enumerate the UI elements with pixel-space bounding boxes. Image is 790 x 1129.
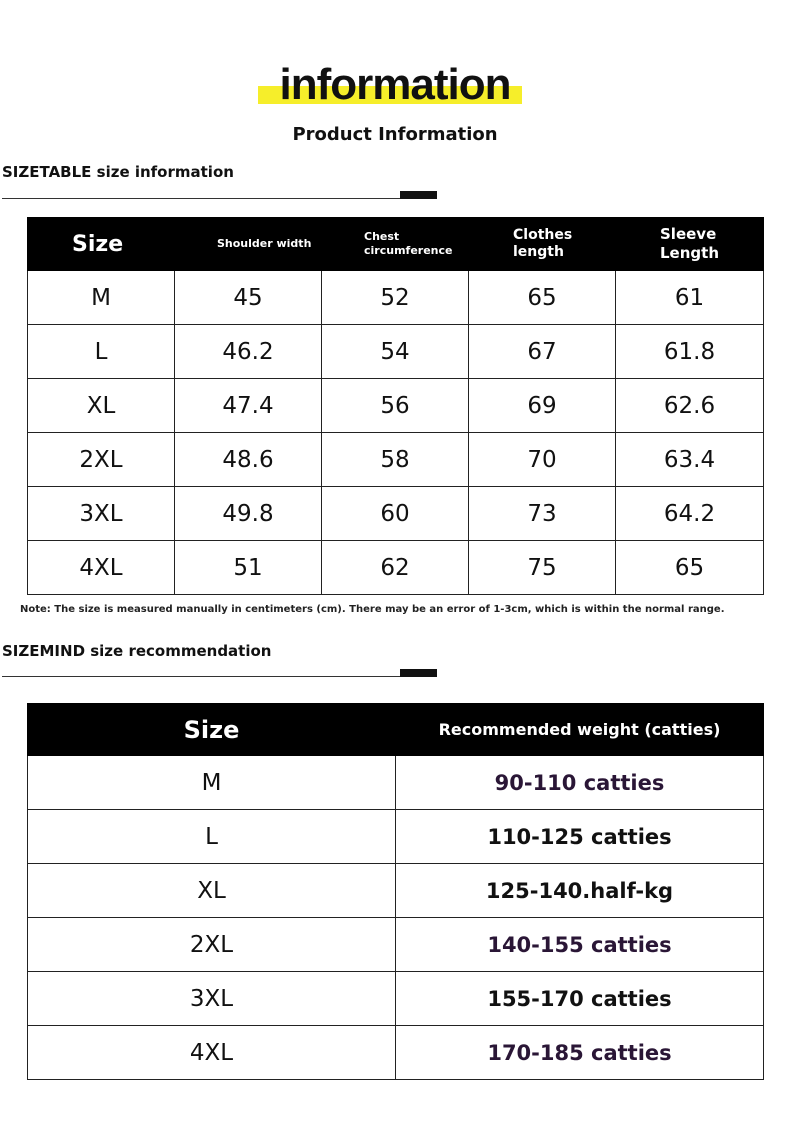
header-size: Size — [28, 218, 175, 271]
cell-sleeve: 64.2 — [616, 487, 764, 541]
cell-size: 2XL — [28, 433, 175, 487]
cell-chest: 62 — [322, 541, 469, 595]
cell-length: 70 — [469, 433, 616, 487]
cell-size: XL — [28, 379, 175, 433]
cell-sleeve: 61.8 — [616, 325, 764, 379]
table-row — [28, 271, 764, 325]
cell-length: 67 — [469, 325, 616, 379]
cell-size: 3XL — [28, 487, 175, 541]
table-row — [28, 810, 764, 864]
cell-length: 69 — [469, 379, 616, 433]
cell-length: 73 — [469, 487, 616, 541]
cell-shoulder: 48.6 — [175, 433, 322, 487]
cell-length: 75 — [469, 541, 616, 595]
cell-shoulder: 51 — [175, 541, 322, 595]
cell-size: 4XL — [28, 541, 175, 595]
table-row — [28, 541, 764, 595]
header-recommended-weight: Recommended weight (catties) — [396, 704, 764, 756]
header-sleeve-length: Sleeve Length — [616, 218, 764, 271]
cell-shoulder: 45 — [175, 271, 322, 325]
recommend-header-row — [28, 704, 764, 756]
cell-shoulder: 49.8 — [175, 487, 322, 541]
cell-size: L — [28, 810, 396, 864]
measurement-note: Note: The size is measured manually in centimeters (cm). There may be an error of 1-3cm, which is within the normal range. — [20, 604, 725, 615]
header-size: Size — [28, 704, 396, 756]
cell-chest: 56 — [322, 379, 469, 433]
header-shoulder-width: Shoulder width — [175, 218, 322, 271]
header-clothes-length: Clothes length — [469, 218, 616, 271]
table-row — [28, 1026, 764, 1080]
cell-chest: 58 — [322, 433, 469, 487]
section-divider-line — [2, 676, 402, 677]
cell-sleeve: 62.6 — [616, 379, 764, 433]
section-divider-block — [400, 669, 437, 677]
cell-weight: 125-140.half-kg — [396, 864, 764, 918]
table-row — [28, 864, 764, 918]
table-row — [28, 756, 764, 810]
cell-size: L — [28, 325, 175, 379]
cell-size: XL — [28, 864, 396, 918]
cell-chest: 54 — [322, 325, 469, 379]
cell-weight: 140-155 catties — [396, 918, 764, 972]
page-title: information — [279, 60, 511, 109]
header-chest-circumference: Chest circumference — [322, 218, 469, 271]
cell-shoulder: 46.2 — [175, 325, 322, 379]
cell-weight: 155-170 catties — [396, 972, 764, 1026]
cell-shoulder: 47.4 — [175, 379, 322, 433]
title-banner — [0, 60, 790, 110]
cell-length: 65 — [469, 271, 616, 325]
size-table — [27, 217, 764, 595]
section-divider-block — [400, 191, 437, 199]
cell-size: 3XL — [28, 972, 396, 1026]
cell-chest: 60 — [322, 487, 469, 541]
size-table-section-title: SIZETABLE size information — [2, 163, 234, 181]
page-subtitle: Product Information — [292, 124, 498, 145]
cell-size: M — [28, 756, 396, 810]
table-row — [28, 972, 764, 1026]
cell-size: 2XL — [28, 918, 396, 972]
recommend-section-title: SIZEMIND size recommendation — [2, 642, 272, 660]
cell-chest: 52 — [322, 271, 469, 325]
cell-weight: 170-185 catties — [396, 1026, 764, 1080]
table-row — [28, 918, 764, 972]
cell-sleeve: 65 — [616, 541, 764, 595]
cell-weight: 90-110 catties — [396, 756, 764, 810]
table-row — [28, 487, 764, 541]
cell-size: M — [28, 271, 175, 325]
cell-size: 4XL — [28, 1026, 396, 1080]
table-row — [28, 325, 764, 379]
size-table-header-row — [28, 218, 764, 271]
recommendation-table — [27, 703, 764, 1080]
table-row — [28, 379, 764, 433]
section-divider-line — [2, 198, 402, 199]
cell-weight: 110-125 catties — [396, 810, 764, 864]
cell-sleeve: 63.4 — [616, 433, 764, 487]
table-row — [28, 433, 764, 487]
cell-sleeve: 61 — [616, 271, 764, 325]
